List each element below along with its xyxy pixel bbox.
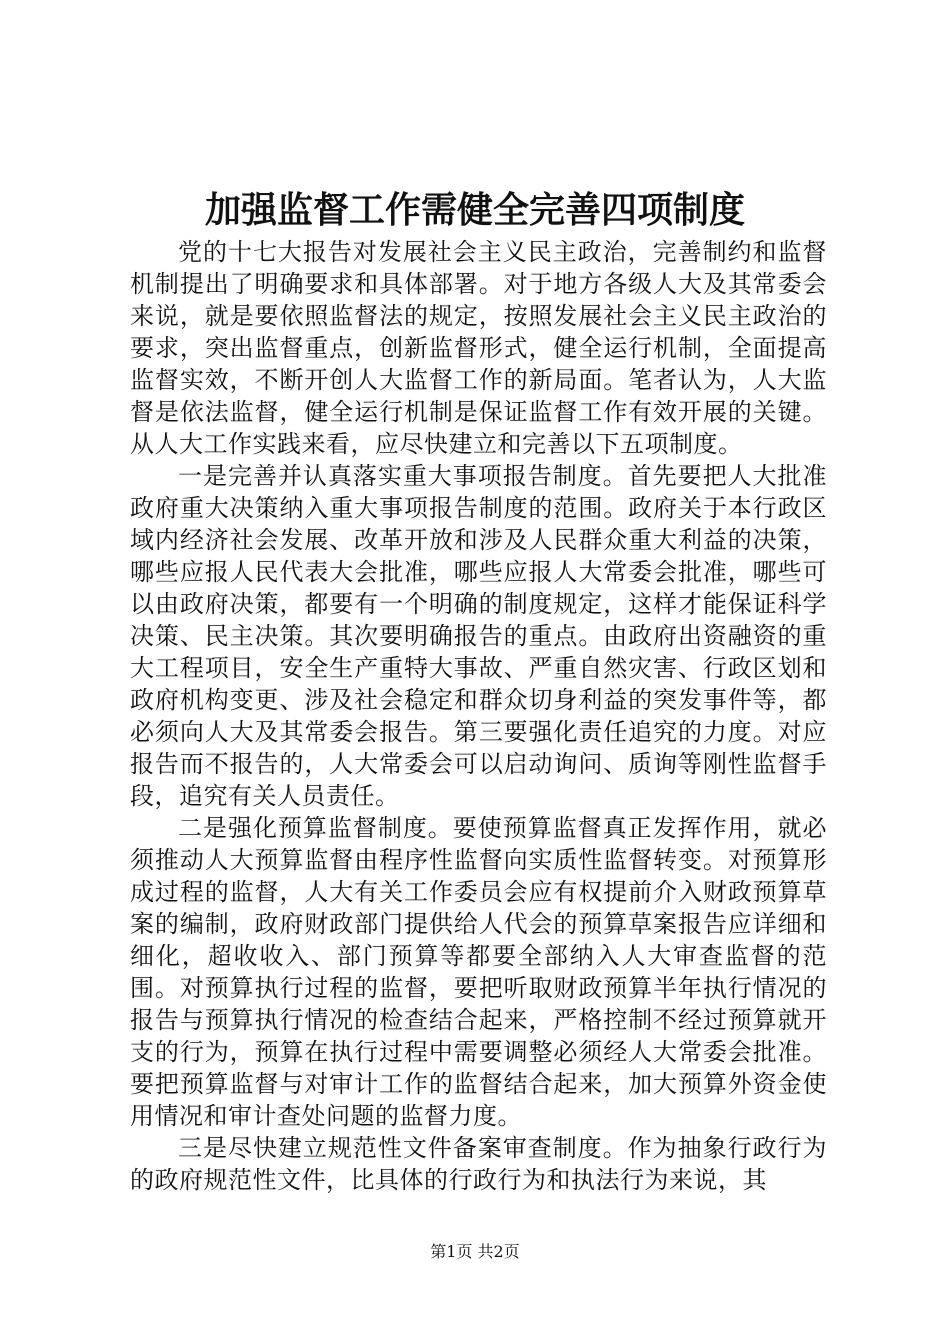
document-body	[130, 236, 827, 1196]
paragraph-two: 二是强化预算监督制度。要使预算监督真正发挥作用，就必须推动人大预算监督由程序性监督向实质性监督转变。对预算形成过程的监督，人大有关工作委员会应有权提前介入财政预算草案的编制，政府财政部门提供给人代会的预算草案报告应详细和细化，超收收入、部门预算等都要全部纳入人大审查监督的范围。对预算执行过程的监督，要把听取财政预算半年执行情况的报告与预算执行情况的检查结合起来，严格控制不经过预算就开支的行为，预算在执行过程中需要调整必须经人大常委会批准。要把预算监督与对审计工作的监督结合起来，加大预算外资金使用情况和审计查处问题的监督力度。	[130, 814, 827, 1130]
paragraph-three: 三是尽快建立规范性文件备案审查制度。作为抽象行政行为的政府规范性文件，比具体的行政行为和执法行为来说，其	[130, 1134, 827, 1194]
paragraph-one: 一是完善并认真落实重大事项报告制度。首先要把人大批准政府重大决策纳入重大事项报告制度的范围。政府关于本行政区域内经济社会发展、改革开放和涉及人民群众重大利益的决策，哪些应报人民代表大会批准，哪些应报人大常委会批准，哪些可以由政府决策，都要有一个明确的制度规定，这样才能保证科学决策、民主决策。其次要明确报告的重点。由政府出资融资的重大工程项目，安全生产重特大事故、严重自然灾害、行政区划和政府机构变更、涉及社会稳定和群众切身利益的突发事件等，都必须向人大及其常委会报告。第三要强化责任追究的力度。对应报告而不报告的，人大常委会可以启动询问、质询等刚性监督手段，追究有关人员责任。	[130, 462, 827, 810]
document-title: 加强监督工作需健全完善四项制度	[204, 189, 745, 231]
paragraph-intro: 党的十七大报告对发展社会主义民主政治，完善制约和监督机制提出了明确要求和具体部署。对于地方各级人大及其常委会来说，就是要依照监督法的规定，按照发展社会主义民主政治的要求，突出监督重点，创新监督形式，健全运行机制，全面提高监督实效，不断开创人大监督工作的新局面。笔者认为，人大监督是依法监督，健全运行机制是保证监督工作有效开展的关键。从人大工作实践来看，应尽快建立和完善以下五项制度。	[130, 238, 827, 458]
page-number-footer: 第1页 共2页	[430, 1242, 520, 1261]
